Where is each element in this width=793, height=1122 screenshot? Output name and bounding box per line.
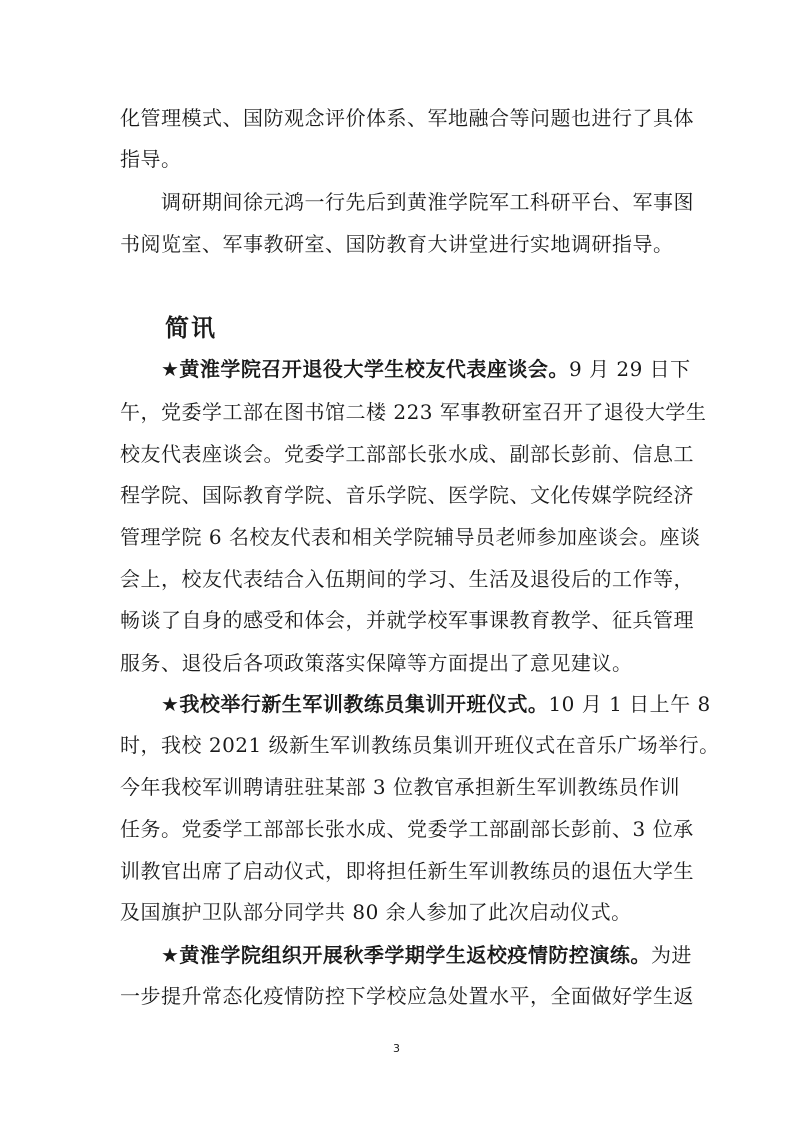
paragraph-line: 会上，校友代表结合入伍期间的学习、生活及退役后的工作等， (120, 567, 694, 591)
news-text: 10 月 1 日上午 8 (548, 692, 711, 716)
paragraph-line: 化管理模式、国防观念评价体系、军地融合等问题也进行了具体 (120, 106, 694, 130)
paragraph-line: 时，我校 2021 级新生军训教练员集训开班仪式在音乐广场举行。 (120, 733, 720, 757)
paragraph-line: 任务。党委学工部部长张水成、党委学工部副部长彭前、3 位承 (120, 817, 694, 841)
news-title: ★我校举行新生军训教练员集训开班仪式。 (161, 692, 549, 716)
paragraph-line: 训教官出席了启动仪式，即将担任新生军训教练员的退伍大学生 (120, 859, 694, 883)
paragraph-line: 今年我校军训聘请驻驻某部 3 位教官承担新生军训教练员作训 (120, 775, 680, 799)
news-text: 9 月 29 日下 (568, 357, 691, 381)
paragraph-line: 程学院、国际教育学院、音乐学院、医学院、文化传媒学院经济 (120, 483, 694, 507)
news-title: ★黄淮学院组织开展秋季学期学生返校疫情防控演练。 (161, 943, 651, 967)
paragraph-line: 畅谈了自身的感受和体会，并就学校军事课教育教学、征兵管理 (120, 608, 694, 632)
section-heading: 简讯 (165, 314, 217, 342)
paragraph-line: 书阅览室、军事教研室、国防教育大讲堂进行实地调研指导。 (120, 232, 674, 256)
paragraph-line: 调研期间徐元鸿一行先后到黄淮学院军工科研平台、军事图 (161, 190, 694, 214)
paragraph-line: 午，党委学工部在图书馆二楼 223 军事教研室召开了退役大学生 (120, 400, 707, 424)
news-title: ★黄淮学院召开退役大学生校友代表座谈会。 (161, 357, 569, 381)
news-item-first-line (161, 690, 711, 718)
paragraph-line: 指导。 (120, 147, 182, 171)
news-text: 为进 (650, 943, 692, 967)
paragraph-line: 一步提升常态化疫情防控下学校应急处置水平，全面做好学生返 (120, 984, 694, 1008)
paragraph-line: 管理学院 6 名校友代表和相关学院辅导员老师参加座谈会。座谈 (120, 525, 701, 549)
paragraph-line: 校友代表座谈会。党委学工部部长张水成、副部长彭前、信息工 (120, 442, 694, 466)
paragraph-line: 及国旗护卫队部分同学共 80 余人参加了此次启动仪式。 (120, 900, 632, 924)
news-item-first-line (161, 941, 692, 969)
page-number: 3 (393, 1042, 400, 1055)
paragraph-line: 服务、退役后各项政策落实保障等方面提出了意见建议。 (120, 651, 633, 675)
news-item-first-line (161, 355, 691, 383)
